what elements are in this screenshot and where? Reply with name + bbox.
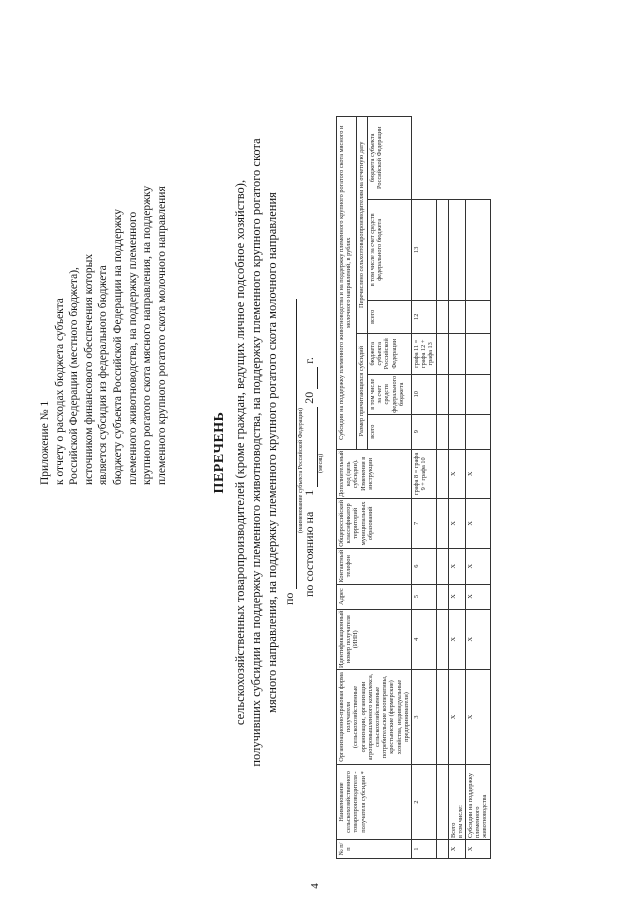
header-accrued: Размер причитающихся субсидий bbox=[356, 333, 367, 449]
row-label: Субсидии на поддержку племенного животноводства bbox=[466, 765, 491, 840]
date-year-prefix: 20 bbox=[302, 391, 316, 404]
header-transferred: Перечислено сельхозтоваропроизводителям на отчетную дату bbox=[356, 116, 367, 333]
x-mark: X bbox=[466, 499, 491, 549]
appendix-line: Российской Федерации (местного бюджета), bbox=[68, 267, 81, 485]
header-transferred-fed-label: федерального бюджета bbox=[376, 218, 384, 281]
appendix-line: является субсидия из федерального бюджета bbox=[97, 265, 110, 485]
col-number: 5 bbox=[412, 584, 437, 609]
table-cell bbox=[436, 300, 448, 333]
col-number: 10 bbox=[412, 374, 437, 414]
month-fill-line bbox=[302, 407, 318, 487]
x-mark: X bbox=[466, 670, 491, 765]
x-mark: X bbox=[466, 449, 491, 498]
table-cell bbox=[436, 840, 448, 859]
table-cell bbox=[436, 449, 448, 498]
header-num: № п/п bbox=[337, 840, 412, 859]
header-form: Организационно-правовая форма получателя (сельскохозяйственные организации, организации агропромышленного комплекса, сельскохозяйственные потребительские кооперативы, крестьянские (фермерские) хозяйства, индивидуальные предприниматели) bbox=[337, 670, 412, 765]
col-number: 7 bbox=[412, 499, 437, 549]
table-cell bbox=[448, 414, 465, 449]
month-caption: (месяц) bbox=[318, 453, 324, 473]
table-cell bbox=[466, 374, 491, 414]
appendix-block bbox=[38, 25, 169, 485]
table-cell bbox=[436, 548, 448, 584]
table-cell bbox=[436, 199, 448, 300]
table-cell bbox=[448, 374, 465, 414]
header-accrued-incl: в том числе за счет средств bbox=[369, 378, 391, 410]
col-number: 12 bbox=[412, 300, 437, 333]
table-cell bbox=[466, 199, 491, 300]
total-label-cell bbox=[448, 765, 465, 840]
po-label: по bbox=[282, 592, 296, 605]
header-accrued-reg: бюджета субъекта Российской Федерации bbox=[368, 333, 412, 374]
total-label: Всего bbox=[449, 822, 457, 838]
date-day: 1 bbox=[302, 489, 316, 496]
table-cell bbox=[466, 300, 491, 333]
document-subtitle bbox=[232, 60, 280, 845]
appendix-line: к отчету о расходах бюджета субъекта bbox=[53, 298, 66, 485]
header-inn: Идентификационный номер получателя (ИНН) bbox=[337, 609, 412, 669]
header-transferred-fed bbox=[368, 199, 412, 300]
year-fill-line bbox=[302, 367, 318, 389]
x-mark: X bbox=[448, 584, 465, 609]
header-address: Адрес bbox=[337, 584, 412, 609]
region-caption: (наименование субъекта Российской Федерации) bbox=[298, 407, 304, 533]
col-number: 1 bbox=[412, 840, 437, 859]
col-number: 4 bbox=[412, 609, 437, 669]
x-mark: X bbox=[448, 609, 465, 669]
header-name: Наименование сельскохозяйственного товаропроизводителя - получателя субсидии * bbox=[337, 765, 412, 840]
region-fill-line bbox=[283, 299, 297, 589]
header-subsidy-group: Субсидии на поддержку племенного животноводства и на поддержку племенного крупного рогатого скота мясного и молочного направлений, в рублях bbox=[337, 116, 357, 449]
header-extra: Дополнительный код (цель субсидии). Изменения в инструкции bbox=[337, 449, 412, 498]
table-cell bbox=[448, 300, 465, 333]
appendix-line: племенного крупного рогатого скота молочного направления bbox=[155, 186, 168, 485]
page-number: 4 bbox=[308, 883, 321, 889]
date-line bbox=[302, 357, 318, 597]
col-number: графа 11 = графа 12 + графа 13 bbox=[412, 333, 437, 374]
appendix-line: крупного рогатого скота мясного направления, на поддержку bbox=[141, 185, 154, 485]
subtitle-line: сельскохозяйственных товаропроизводителей (кроме граждан, ведущих личное подсобное хозяйство), bbox=[233, 179, 247, 726]
x-mark: X bbox=[448, 670, 465, 765]
col-number: графа 8 = графа 9 + графа 10 bbox=[412, 449, 437, 498]
x-mark: X bbox=[466, 609, 491, 669]
table-cell bbox=[466, 333, 491, 374]
header-accrued-fed-label: федерального бюджета bbox=[390, 375, 405, 413]
x-mark: X bbox=[466, 840, 491, 859]
header-phone: Контактный телефон bbox=[337, 548, 412, 584]
appendix-line: бюджету субъекта Российской Федерации на поддержку bbox=[111, 209, 124, 485]
column-number-row bbox=[412, 116, 437, 858]
table-row-subsidy bbox=[466, 116, 491, 858]
table-cell bbox=[436, 414, 448, 449]
table-cell bbox=[436, 765, 448, 840]
incl-label: в том числе: bbox=[456, 805, 464, 838]
date-suffix: г. bbox=[302, 357, 316, 364]
table-cell bbox=[436, 499, 448, 549]
col-number: 2 bbox=[412, 765, 437, 840]
table-cell bbox=[436, 584, 448, 609]
x-mark: X bbox=[448, 499, 465, 549]
x-mark: X bbox=[448, 548, 465, 584]
date-prefix: по состоянию на bbox=[302, 511, 316, 597]
x-mark: X bbox=[448, 840, 465, 859]
table-cell bbox=[436, 333, 448, 374]
report-table bbox=[336, 116, 491, 859]
header-oktmo: Общероссийский классификатор территорий муниципальных образований bbox=[337, 499, 412, 549]
col-number: 6 bbox=[412, 548, 437, 584]
table-cell bbox=[448, 333, 465, 374]
appendix-line: источником финансового обеспечения которых bbox=[82, 253, 95, 485]
x-mark: X bbox=[466, 584, 491, 609]
header-transferred-total: всего bbox=[368, 300, 412, 333]
col-number: 13 bbox=[412, 199, 437, 300]
header-transferred-reg: бюджета субъекта Российской Федерации bbox=[368, 116, 412, 199]
table-cell bbox=[436, 670, 448, 765]
table-cell bbox=[436, 374, 448, 414]
table-row-empty bbox=[436, 116, 448, 858]
subtitle-line: получивших субсидии на поддержку племенного животноводства, на поддержку племенного крупного рогатого скота bbox=[249, 138, 263, 767]
subtitle-line: мясного направления, на поддержку племенного крупного рогатого скота молочного направления bbox=[265, 192, 279, 713]
appendix-line: племенного животноводства, на поддержку племенного bbox=[126, 211, 139, 485]
appendix-line: Приложение № 1 bbox=[39, 400, 51, 485]
header-accrued-fed bbox=[368, 374, 412, 414]
col-number: 3 bbox=[412, 670, 437, 765]
x-mark: X bbox=[448, 449, 465, 498]
document-title: ПЕРЕЧЕНЬ bbox=[212, 411, 227, 494]
x-mark: X bbox=[466, 548, 491, 584]
table-cell bbox=[466, 414, 491, 449]
header-transferred-incl: в том числе за счет средств bbox=[369, 213, 377, 287]
table-cell bbox=[436, 609, 448, 669]
table-row-total bbox=[448, 116, 465, 858]
col-number: 9 bbox=[412, 414, 437, 449]
table-cell bbox=[448, 199, 465, 300]
header-accrued-total: всего bbox=[368, 414, 412, 449]
